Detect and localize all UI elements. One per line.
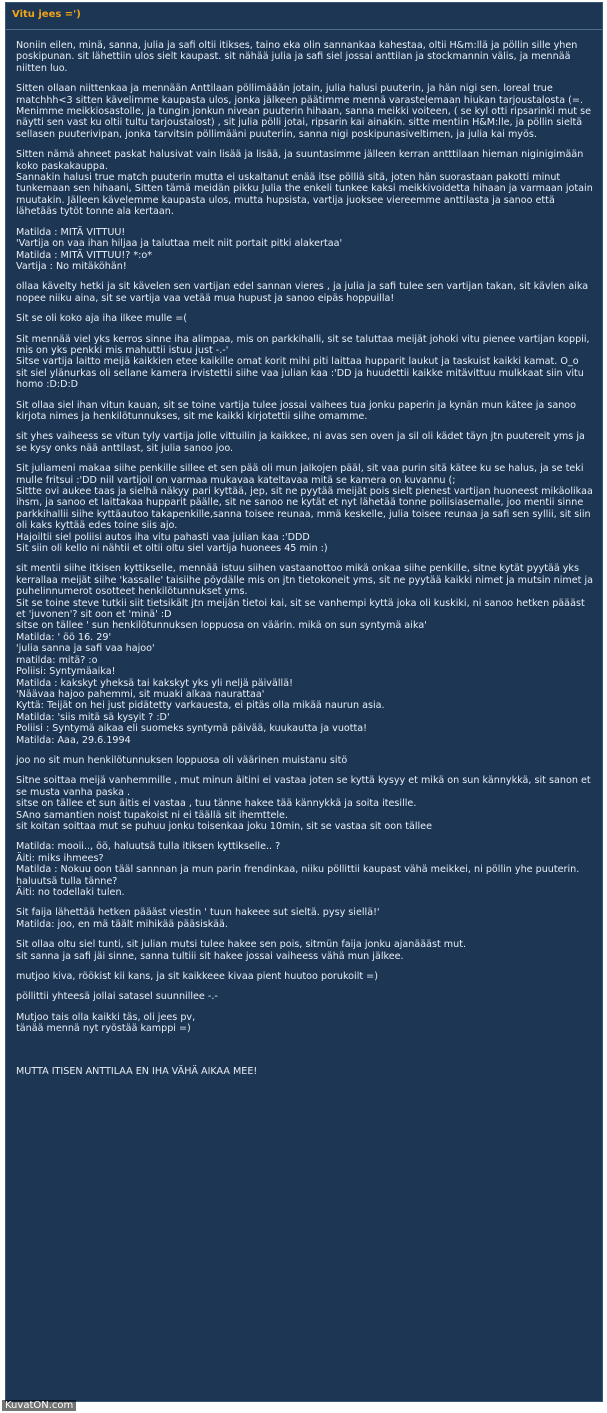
paragraph: Sit ollaa siel ihan vitun kauan, sit se toine vartija tulee jossai vaihees tua jonku paperin ja kynän mun kätee ja sanoo kirjota nimes ja henkilötunnukses, sit me kaikki kirjotettii siihe omamme. (16, 399, 577, 422)
paragraph: Sit se oli koko aja iha ilkee mulle =( (16, 313, 188, 325)
paragraph: Mutjoo tais olla kaikki täs, oli jees pv, tänää mennä nyt ryöstää kamppi =) (16, 1011, 196, 1035)
paragraph: Sit juliameni makaa siihe penkille sillee et sen pää oli mun jalkojen pääl, sit vaa purin sitä kätee ku se halus, ja se teki mulle fritsui :'DD niil vartijoil on varmaa mukavaa kateltavaa mitä se kamera on kuvannu (; Sittte ovi aukee taas ja sielhä näkyy pari kyttää, jep, sit ne pyytää meijät pois sielt pienest vartijan huoneest mikäolikaa ihsm, ja sanoo et laittakaa hupparit päälle, sit ne sanoo ne kytät et nyt lähetää tonne poliisiasemalle, joo mentii sinne parkkihallii siihe kyttäautoo takapenkille,sanna toisee reunaa, mmä keskelle, julia toisee reunaa ja safi sen syllii, sit siin oli kaks kyttää edes toine siis ajo. Hajoiltii siel poliisi autos iha vitu pahasti vaa julian kaa :'DDD Sit siin oli kello ni nähtii et oltii oltu siel vartija huonees 45 min :) (16, 463, 593, 555)
post-title: Vitu jees =') (6, 3, 602, 30)
post-panel (5, 2, 603, 1402)
paragraph: Matilda : MITÄ VITTUU! 'Vartija on vaa ihan hiljaa ja taluttaa meit niit portait pitki alakertaa' Matilda : MITÄ VITTUU!? *:o* Vartija : No mitäköhän! (16, 226, 343, 272)
paragraph: sit yhes vaiheess se vitun tyly vartija jolle vittuilin ja kaikkee, ni avas sen oven ja sil oli kädet täyn jtn puutereit yms ja se kysy onks nää anttilast, sit julia sanoo joo. (16, 431, 585, 454)
paragraph: pöllittii yhteesä jollai satasel suunnillee -.- (16, 991, 218, 1003)
paragraph: MUTTA ITISEN ANTTILAA EN IHA VÄHÄ AIKAA MEE! (16, 1066, 258, 1078)
paragraph: Matilda: mooii.., öö, haluutsä tulla itiksen kyttikselle.. ? Äiti: miks ihmees? Matilda : Nokuu oon tääl sannnan ja mun parin frendinkaa, niiku pöllittii kaupast vähä meikkei, ni pöllin yhe puuterin. haluutsä tulla tänne? Äiti: no todellaki tulen. (16, 841, 580, 898)
paragraph: mutjoo kiva, röökist kii kans, ja sit kaikkeee kivaa pient huutoo porukoilt =) (16, 971, 378, 983)
watermark: KuvatON.com (2, 1400, 76, 1411)
paragraph: sit mentii siihe itkisen kyttikselle, mennää istuu siihen vastaanottoo mikä onkaa siihe penkille, sitne kytät pyytää yks kerrallaa meijät siihe 'kassalle' taisiihe pöydälle mis on jtn tietokoneit yms, sit ne pyytää kaikki nimet ja mutsin nimet ja puhelinnumerot osotteet henkilötunnukset yms. Sit se toine steve tutkii siit tietsikält jtn meijän tietoi kai, sit se vanhempi kyttä joka oli kuskiki, ni sanoo hetken päääst et 'juvonen'? sit oon et 'minä' :D sitse on tällee ' sun henkilötunnuksen loppuosa on väärin. mikä on sun syntymä aika' Matilda: ' öö 16. 29' 'julia sanna ja safi vaa hajoo' matilda: mitä? :o Poliisi: Syntymäaika! Matilda : kakskyt yheksä tai kakskyt yks yli neljä päivällä! 'Näävaa hajoo pahemmi, sit muaki alkaa naurattaa' Kyttä: Teijät on hei just pidätetty varkauesta, ei pitäs olla mikää naurun asia. Matilda: 'siis mitä sä kysyit ? :D' Poliisi : Syntymä aikaa eli suomeks syntymä päivää, kuukautta ja vuotta! Matilda: Aaa, 29.6.1994 (16, 563, 593, 746)
paragraph: Sitten ollaan niittenkaa ja mennään Anttilaan pöllimäään jotain, julia halusi puuterin, ja hän nigi sen. loreal true matchhh<3 sitten kävelimme kaupasta ulos, jonka jälkeen päätimme mennä varastelemaan hiukan tarjoustalosta (=. Menimme meikkiosastolle, ja tungin jonkun nivean puuterin hihaan, sanna meikki voiteen, ( se kyl otti ripsarinki mut se näytti sen vast ku oltii tultu tarjoustalost) , sit julia pölli jotai, ripsarin kai ainakin. sitte mentiin H&M:lle, ja pöllin sieltä sellasen puuterivipan, jonka tarvitsin pöllimääni puuteriin, sanna nigi poskipunasiveltimen, ja julia kai myös. (16, 83, 592, 140)
paragraph: Sitne soittaa meijä vanhemmille , mut minun äitini ei vastaa joten se kyttä kysyy et mikä on sun kännykkä, sit sanon et se musta vanha paska . sitse on tällee et sun äitis ei vastaa , tuu tänne hakee tää kännykkä ja soita itesille. SAno samantien noist tupakoist ni ei täällä sit ihemttele. sit koitan soittaa mut se puhuu jonku toisenkaa joku 10min, sit se vastaa sit oon tällee (16, 775, 591, 832)
paragraph: Sit faija lähettää hetken päääst viestin ' tuun hakeee sut sieltä. pysy siellä!' Matilda: joo, en mä täält mihikää pääsiskää. (16, 907, 380, 930)
paragraph: ollaa kävelty hetki ja sit kävelen sen vartijan edel sannan vieres , ja julia ja safi tulee sen vartijan takan, sit kävlen aika nopee niiku aina, sit se vartija vaa vetää mua hupust ja sanoo eipäs hoppuilla! (16, 281, 589, 304)
paragraph: Sitten nämä ahneet paskat halusivat vain lisää ja lisää, ja suuntasimme jälleen kerran antttilaan hieman niginigimään koko paskakauppa. Sannakin halusi true match puuterin mutta ei uskaltanut enää itse pölliä sitä, joten hän suorastaan pakotti minut tunkemaan sen hihaani, Sitten tämä meidän pikku Julia the enkeli tunkee kaksi meikkivoidetta hihaan ja varmaan jotain muutakin. Jälleen kävelemme kaupasta ulos, mutta hupsista, vartija juoksee viereemme anttilasta ja sanoo että lähetääs tytöt tonne ala kertaan. (16, 149, 593, 218)
paragraph: Sit mennää viel yks kerros sinne iha alimpaa, mis on parkkihalli, sit se taluttaa meijät johoki vitu pienee vartijan koppii, mis on yks penkki mis mahuttii istuu just -.-' Sitse vartija laitto meijä kaikkien etee kaikille omat korit mihi piti laittaa hupparit laukut ja taskuist kaikki kamat. O_o sit siel ylänurkas oli sellane kamera irvistettii siihe vaa julian kaa :'DD ja huudettii kaikke mitävittuu mulkkaat siin vitu homo :D:D:D (16, 333, 590, 391)
paragraph: Noniin eilen, minä, sanna, julia ja safi oltii itikses, taino eka olin sannankaa kahestaa, oltii H&m:llä ja pöllin sille yhen poskipunan. sit lähettiin ulos sielt kaupast. sit nähää julia ja safi siel jossai anttilan ja stockmannin välis, ja mennää niitten luo. (16, 40, 578, 74)
paragraph: Sit ollaa oltu siel tunti, sit julian mutsi tulee hakee sen pois, sitmün faija jonku ajanäääst mut. sit sanna ja safi jäi sinne, sanna tultiii sit hakee jossai vaiheess vähä mun jälkee. (16, 939, 467, 962)
post-body (6, 30, 602, 1078)
paragraph: joo no sit mun henkilötunnuksen loppuosa oli väärinen muistanu sitö (16, 754, 348, 766)
